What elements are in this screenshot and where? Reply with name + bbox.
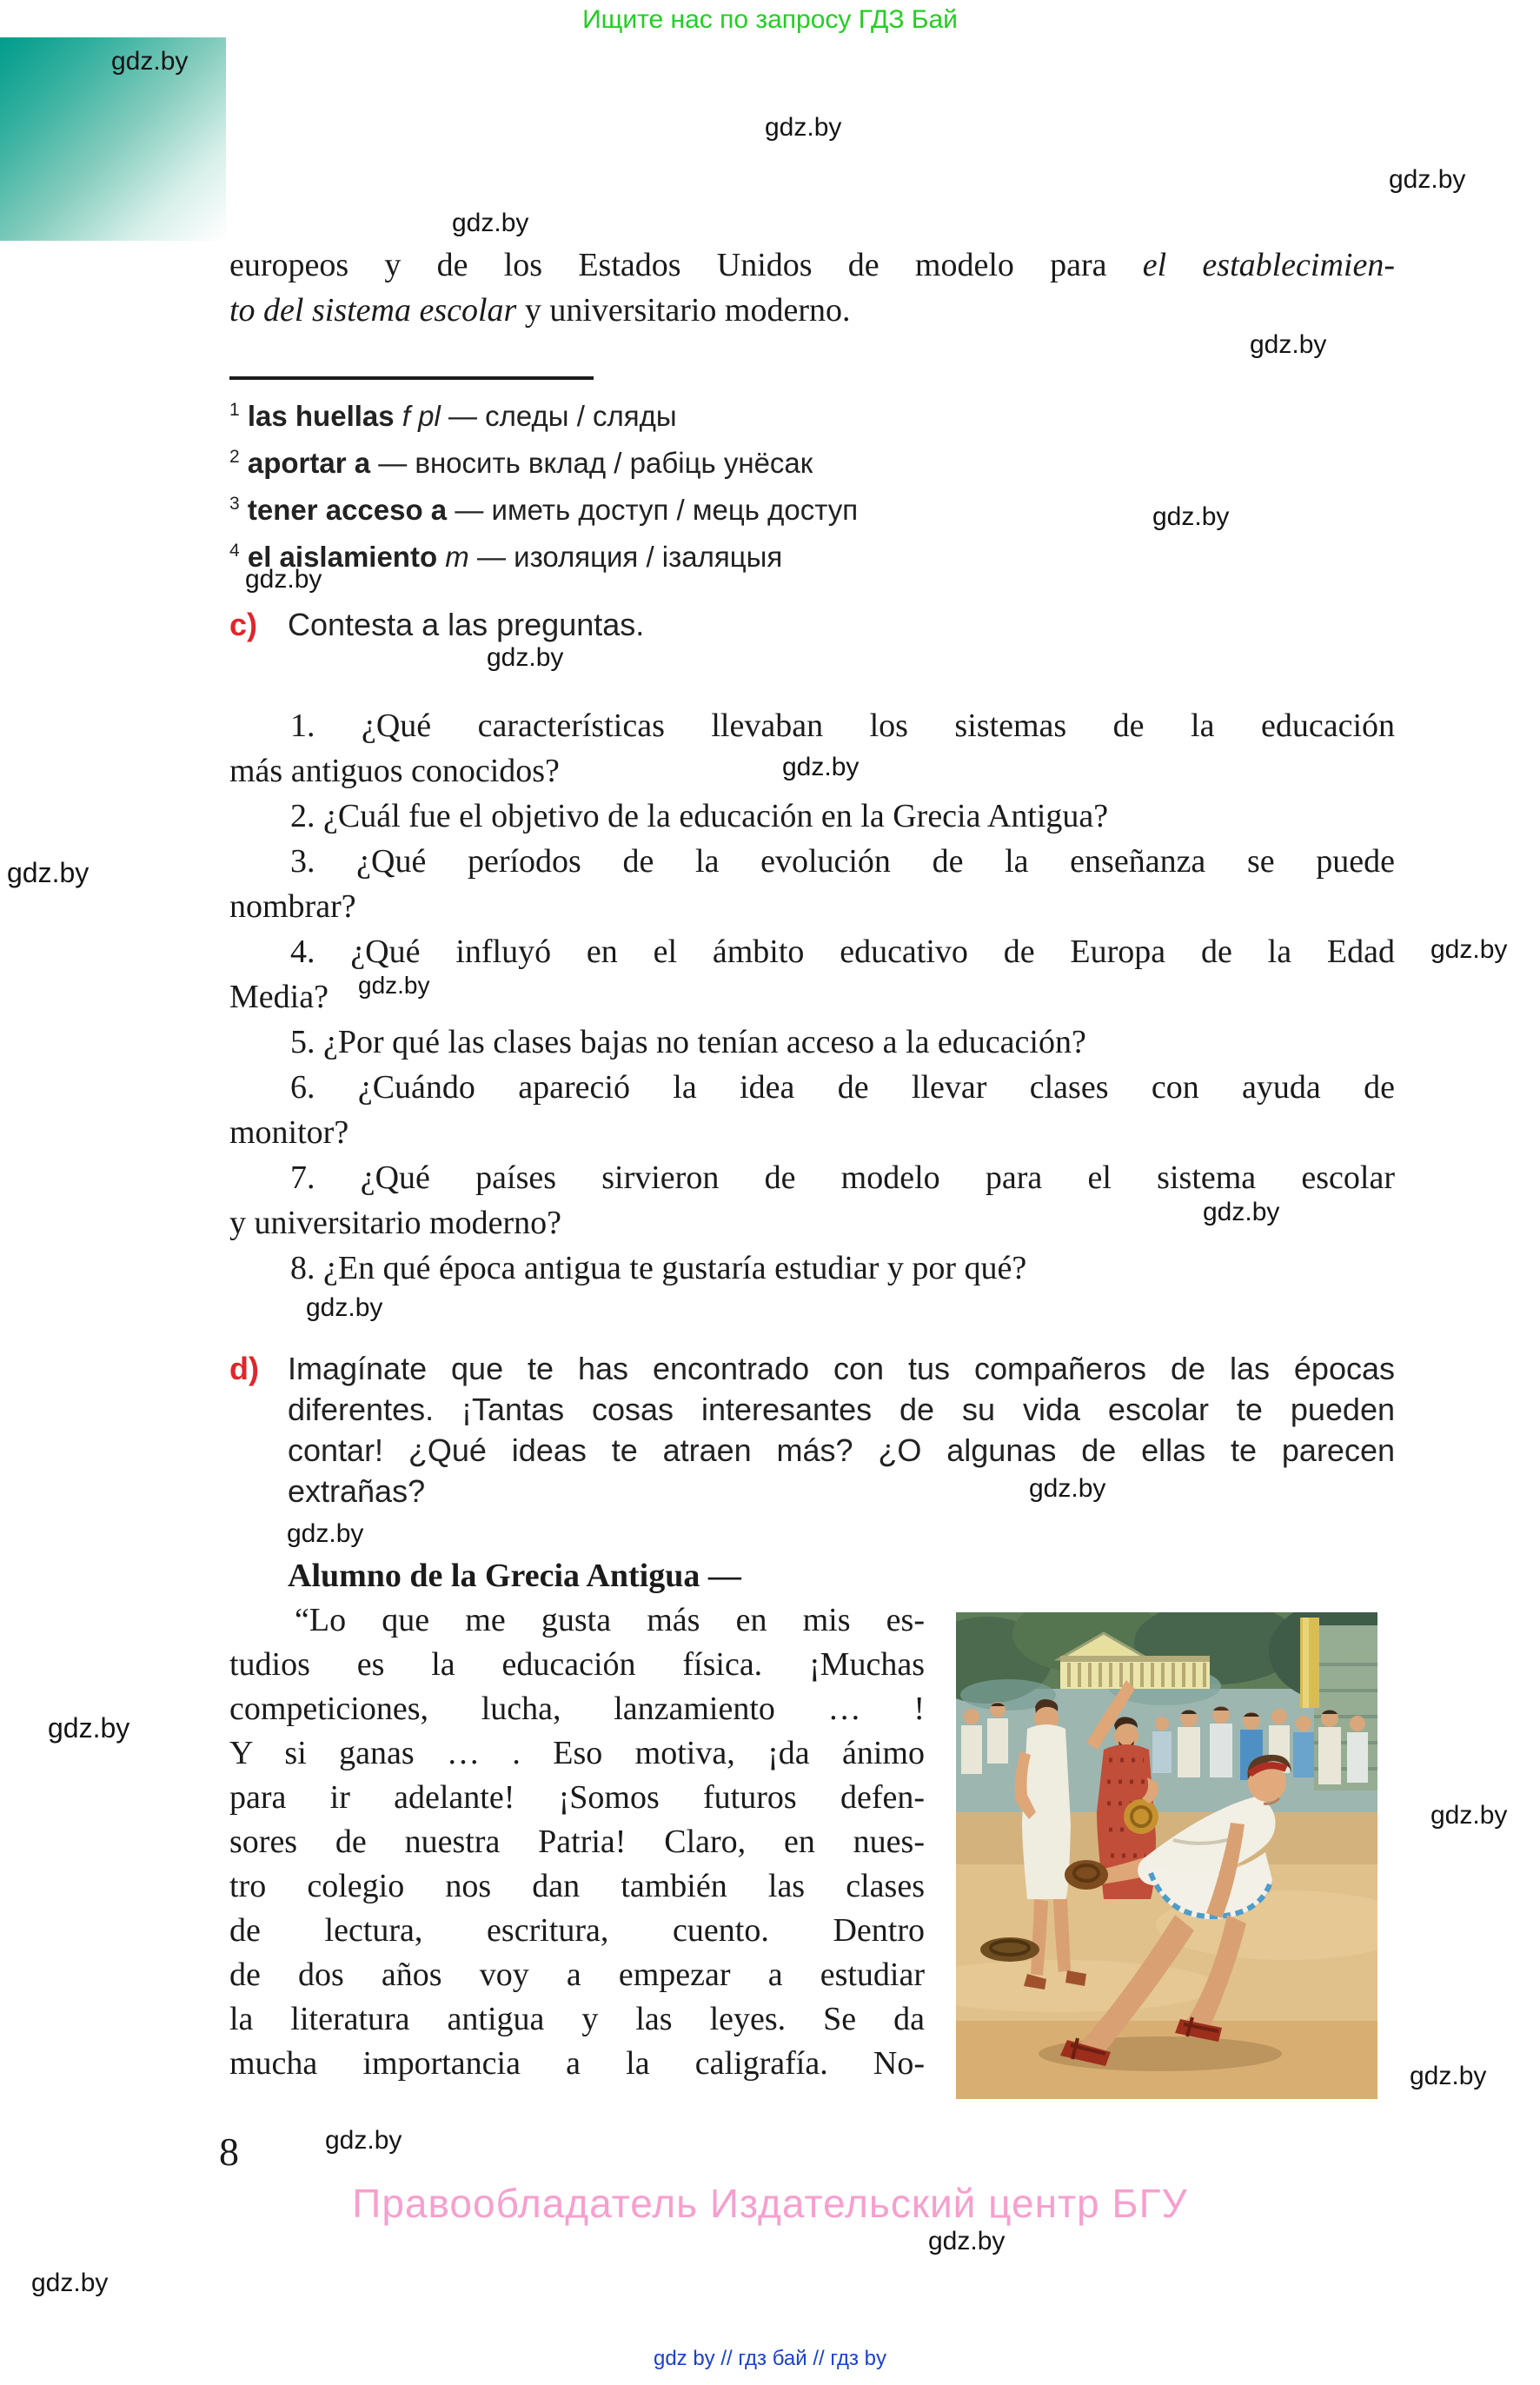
section-d-line: diferentes. ¡Tantas cosas interesantes de su vida escolar te pueden (288, 1392, 1395, 1427)
watermark: gdz.by (287, 1519, 364, 1548)
section-d-marker: d) (229, 1351, 259, 1386)
section-c-title: Contesta a las preguntas. (288, 607, 645, 642)
watermark: gdz.by (111, 47, 189, 76)
question-item (229, 794, 1395, 839)
question-line: 6. ¿Cuándo apareció la idea de llevar clases con ayuda de (290, 1069, 1395, 1106)
watermark: gdz.by (306, 1293, 383, 1322)
question-line: más antiguos conocidos? (229, 753, 560, 789)
footnote: $^2$ aportar a — вносить вклад / рабіць унёсак (229, 447, 813, 479)
watermark: gdz.by (325, 2126, 402, 2155)
intro-line: europeos y de los Estados Unidos de modelo para el establecimien- (229, 247, 1395, 283)
question-item (229, 1155, 1395, 1246)
footnote: $^3$ tener acceso a — иметь доступ / мець доступ (229, 494, 859, 526)
page-number: 8 (219, 2129, 239, 2174)
watermark: gdz.by (7, 857, 90, 888)
footnotes-block (229, 389, 1395, 577)
copyright-line: Правообладатель Издательский центр БГУ (352, 2181, 1188, 2226)
question-line: 3. ¿Qué períodos de la evolución de la enseñanza se puede (290, 843, 1395, 880)
question-item (229, 839, 1395, 929)
story-paragraph (229, 1598, 925, 2086)
header-search-note: Ищите нас по запросу ГДЗ Бай (582, 5, 958, 34)
section-d-line: extrañas? (288, 1473, 426, 1509)
story-line: de lectura, escritura, cuento. Dentro (229, 1912, 925, 1949)
section-d-line: contar! ¿Qué ideas te atraen más? ¿O algunas de ellas te parecen (288, 1432, 1395, 1468)
story-line: tro colegio nos dan también las clases (229, 1868, 925, 1904)
story-line: tudios es la educación física. ¡Muchas (229, 1646, 925, 1683)
story-line: competiciones, lucha, lanzamiento … ! (229, 1691, 925, 1727)
section-d-text (288, 1348, 1395, 1511)
question-item (229, 1020, 1395, 1065)
story-line: sores de nuestra Patria! Claro, en nues- (229, 1824, 925, 1860)
question-line: 7. ¿Qué países sirvieron de modelo para el sistema escolar (290, 1159, 1395, 1196)
watermark: gdz.by (1203, 1198, 1280, 1226)
watermark: gdz.by (48, 1712, 130, 1744)
question-line: monitor? (229, 1114, 349, 1151)
story-line: mucha importancia a la caligrafía. No- (229, 2045, 925, 2082)
watermark: gdz.by (31, 2269, 109, 2297)
footnote-separator (229, 376, 594, 380)
story-line: Y si ganas … . Eso motiva, ¡da ánimo (229, 1735, 925, 1771)
question-line: 2. ¿Cuál fue el objetivo de la educación en la Grecia Antigua? (290, 798, 1109, 834)
alumno-heading: Alumno de la Grecia Antigua — (288, 1558, 741, 1594)
watermark: gdz.by (1152, 502, 1230, 531)
section-d-line: Imagínate que te has encontrado con tus compañeros de las épocas (288, 1351, 1395, 1386)
watermark: gdz.by (487, 643, 564, 672)
watermark: gdz.by (1430, 1801, 1508, 1830)
watermark: gdz.by (358, 972, 430, 999)
questions-list (229, 703, 1395, 1291)
watermark: gdz.by (452, 209, 529, 237)
watermark: gdz.by (1029, 1474, 1106, 1503)
question-item (229, 929, 1395, 1020)
section-c-marker: c) (229, 607, 258, 642)
watermark: gdz.by (782, 753, 860, 781)
question-item (229, 703, 1395, 794)
section-d (229, 1348, 1395, 1511)
watermark: gdz.by (1389, 165, 1466, 194)
story-line: de dos años voy a empezar a estudiar (229, 1956, 925, 1993)
watermark: gdz.by (1410, 2062, 1487, 2090)
illustration-greek-discus-thrower (956, 1612, 1377, 2099)
question-line: 4. ¿Qué influyó en el ámbito educativo de Europa de la Edad (290, 933, 1395, 970)
intro-paragraph (229, 242, 1395, 333)
watermark: gdz.by (765, 113, 842, 142)
question-item (229, 1246, 1395, 1291)
story-line: para ir adelante! ¡Somos futuros defen- (229, 1779, 925, 1816)
intro-line: to del sistema escolar y universitario moderno. (229, 292, 851, 329)
footnote: $^1$ las huellas f pl — следы / сляды (229, 400, 677, 432)
greek-scene-drawing (956, 1612, 1377, 2099)
section-c (229, 604, 1395, 645)
story-line: “Lo que me gusta más en mis es- (295, 1602, 925, 1638)
watermark: gdz.by (1250, 330, 1327, 359)
footer-links[interactable]: gdz by // гдз бай // гдз by (653, 2347, 887, 2370)
watermark: gdz.by (1430, 935, 1508, 964)
watermark: gdz.by (245, 565, 322, 594)
question-line: 8. ¿En qué época antigua te gustaría estudiar y por qué? (290, 1250, 1027, 1286)
question-line: y universitario moderno? (229, 1205, 562, 1241)
question-line: 5. ¿Por qué las clases bajas no tenían acceso a la educación? (290, 1024, 1086, 1060)
question-item (229, 1065, 1395, 1155)
question-line: Media? (229, 979, 329, 1015)
question-line: 1. ¿Qué características llevaban los sistemas de la educación (290, 708, 1395, 744)
question-line: nombrar? (229, 888, 356, 925)
story-line: la literatura antigua y las leyes. Se da (229, 2001, 925, 2037)
watermark: gdz.by (928, 2227, 1006, 2255)
footnote: $^4$ el aislamiento m — изоляция / ізаляцыя (229, 541, 783, 573)
